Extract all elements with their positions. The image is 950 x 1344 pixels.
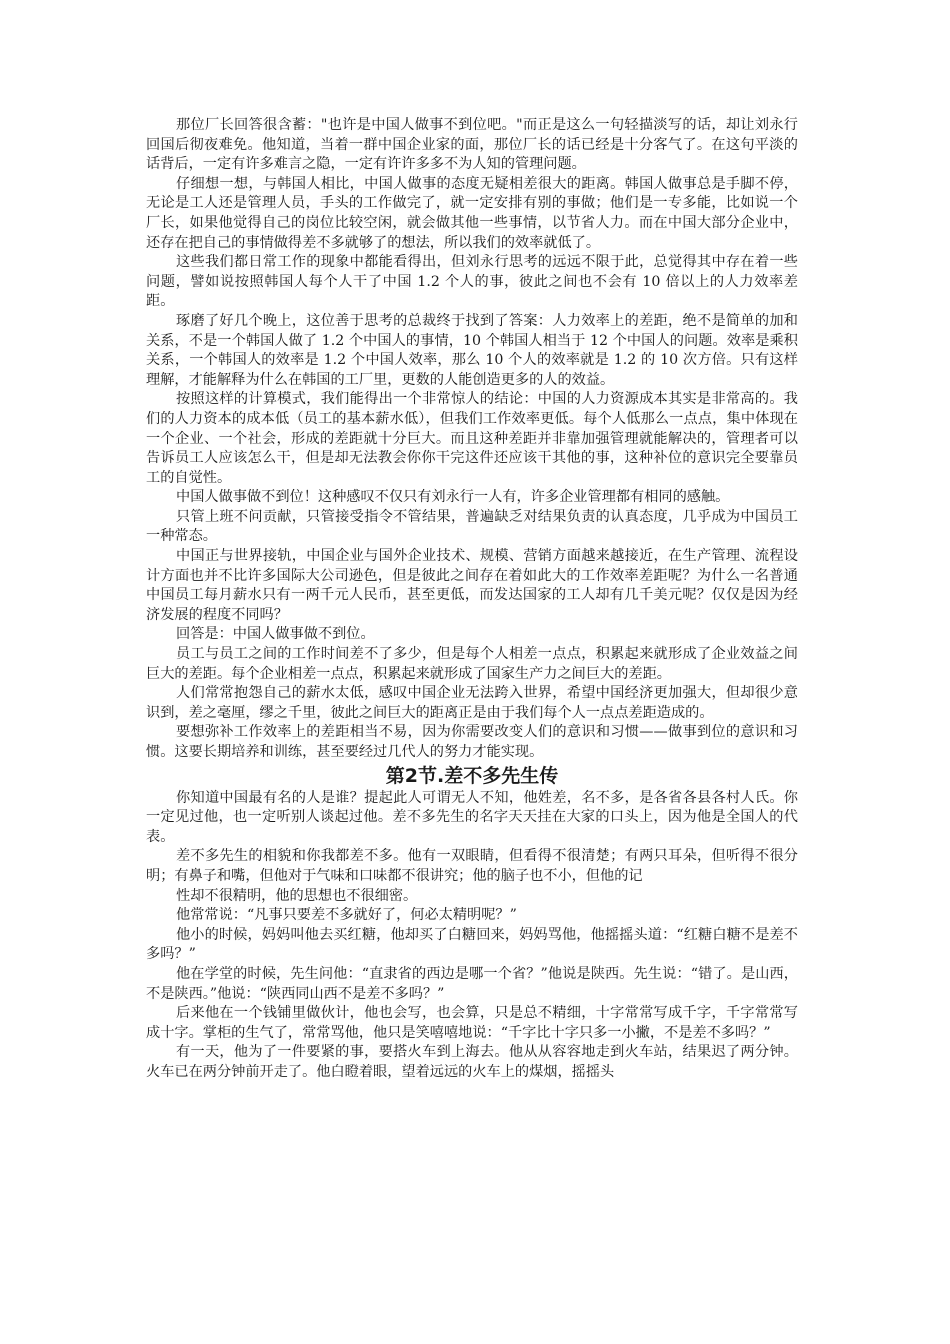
paragraph: 他在学堂的时候，先生问他：“直隶省的西边是哪一个省？”他说是陕西。先生说：“错了。是山西，不是陕西。”他说：“陕西同山西不是差不多吗？” (146, 965, 798, 1002)
paragraph: 人们常常抱怨自己的薪水太低，感叹中国企业无法跨入世界，希望中国经济更加强大，但却很少意识到，差之毫厘，缪之千里，彼此之间巨大的距离正是由于我们每个人一点点差距造成的。 (146, 685, 798, 721)
paragraph: 只管上班不问贡献，只管接受指令不管结果，普遍缺乏对结果负责的认真态度，几乎成为中国员工一种常态。 (146, 508, 798, 545)
paragraph: 你知道中国最有名的人是谁？提起此人可谓无人不知，他姓差，名不多，是各省各县各村人氏。你一定见过他，也一定听别人谈起过他。差不多先生的名字天天挂在大家的口头上，因为他是全国人的代表。 (146, 789, 798, 845)
paragraph: 性却不很精明，他的思想也不很细密。 (176, 887, 418, 904)
paragraph: 他常常说：“凡事只要差不多就好了，何必太精明呢？” (176, 907, 517, 924)
paragraph: 按照这样的计算模式，我们能得出一个非常惊人的结论：中国的人力资源成本其实是非常高的。我们的人力资本的成本低（员工的基本薪水低），但我们工作效率更低。每个人低那么一点点，集中体现在一个企业、一个社会，形成的差距就十分巨大。而且这种差距并非靠加强管理就能解决的，管理者可以告诉员工人应该怎么干，但是却无法教会你你干完这件还应该干其他的事，这种补位的意识完全要靠员工的自觉性。 (146, 391, 798, 486)
paragraph: 那位厂长回答很含蓄："也许是中国人做事不到位吧。"而正是这么一句轻描淡写的话，却让刘永行回国后彻夜难免。他知道，当着一群中国企业家的面，那位厂长的话已经是十分客气了。在这句平淡的话背后，一定有许多难言之隐，一定有许许多多不为人知的管理问题。 (146, 117, 798, 173)
paragraph: 差不多先生的相貌和你我都差不多。他有一双眼睛，但看得不很清楚；有两只耳朵，但听得不很分明；有鼻子和嘴，但他对于气味和口味都不很讲究；他的脑子也不小，但他的记 (146, 848, 798, 884)
paragraph: 琢磨了好几个晚上，这位善于思考的总裁终于找到了答案：人力效率上的差距，绝不是简单的加和关系，不是一个韩国人做了 1.2 个中国人的事情，10 个韩国人相当于 12 个中国人的问题。效率是乘积关系，一个韩国人的效率是 1.2 个中国人效率，那么 10 个人的效率就是 1.2 的 10 次方倍。只有这样理解，才能解释为什么在韩国的工厂里，更数的人能创造更多的人的效益。 (146, 312, 798, 388)
paragraph: 要想弥补工作效率上的差距相当不易，因为你需要改变人们的意识和习惯——做事到位的意识和习惯。这要长期培养和训练，甚至要经过几代人的努力才能实现。 (146, 724, 798, 760)
paragraph: 仔细想一想，与韩国人相比，中国人做事的态度无疑相差很大的距离。韩国人做事总是手脚不停，无论是工人还是管理人员，手头的工作做完了，就一定安排有别的事做；他们是一专多能，比如说一个厂长，如果他觉得自己的岗位比较空闲，就会做其他一些事情，以节省人力。而在中国大部分企业中，还存在把自己的事情做得差不多就够了的想法，所以我们的效率就低了。 (146, 175, 798, 251)
paragraph: 回答是：中国人做事做不到位。 (176, 626, 375, 643)
section-heading: 第2节.差不多先生传 (385, 764, 559, 787)
paragraph: 有一天，他为了一件要紧的事，要搭火车到上海去。他从从容容地走到火车站，结果迟了两分钟。火车已在两分钟前开走了。他白瞪着眼，望着远远的火车上的煤烟，摇摇头 (146, 1044, 798, 1080)
paragraph: 这些我们都日常工作的现象中都能看得出，但刘永行思考的远远不限于此，总觉得其中存在着一些问题，譬如说按照韩国人每个人干了中国 1.2 个人的事，彼此之间也不会有 10 倍以上的人力效率差距。 (146, 254, 798, 310)
paragraph: 他小的时候，妈妈叫他去买红糖，他却买了白糖回来，妈妈骂他，他摇摇头道：“红糖白糖不是差不多吗？” (146, 926, 798, 963)
paragraph: 员工与员工之间的工作时间差不了多少，但是每个人相差一点点，积累起来就形成了企业效益之间巨大的差距。每个企业相差一点点，积累起来就形成了国家生产力之间巨大的差距。 (146, 646, 798, 682)
document-page (146, 116, 798, 1083)
paragraph: 中国人做事做不到位！这种感叹不仅只有刘永行一人有，许多企业管理都有相同的感触。 (176, 489, 730, 506)
paragraph: 中国正与世界接轨，中国企业与国外企业技术、规模、营销方面越来越接近，在生产管理、流程设计方面也并不比许多国际大公司逊色，但是彼此之间存在着如此大的工作效率差距呢？为什么一名普通中国员工每月薪水只有一两千元人民币，甚至更低，而发达国家的工人却有几千美元呢？仅仅是因为经济发展的程度不同吗？ (146, 548, 798, 623)
paragraph: 后来他在一个钱铺里做伙计，他也会写，也会算，只是总不精细，十字常常写成千字，千字常常写成十字。掌柜的生气了，常常骂他，他只是笑嘻嘻地说：“千字比十字只多一小撇，不是差不多吗？” (146, 1005, 798, 1041)
